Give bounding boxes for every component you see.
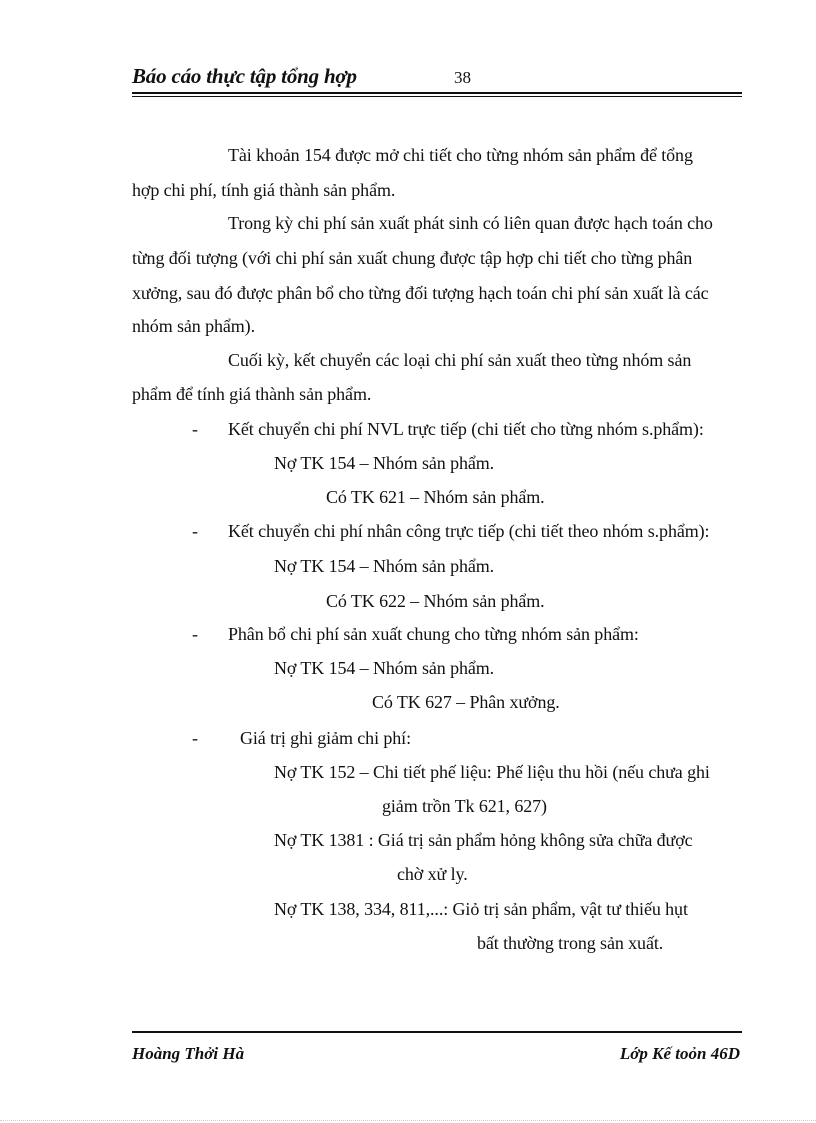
footer-author: Hoàng Thởi Hà — [132, 1044, 245, 1063]
bullet-1-debit: Nợ TK 154 – Nhóm sản phẩm. — [274, 453, 495, 473]
bullet-4-debit-2-line-2: chờ xử ly. — [397, 864, 468, 884]
bullet-marker: - — [192, 624, 198, 644]
bullet-1-credit: Có TK 621 – Nhóm sản phẩm. — [326, 487, 545, 507]
bullet-2-debit: Nợ TK 154 – Nhóm sản phẩm. — [274, 556, 495, 576]
bullet-4-debit-2-line-1: Nợ TK 1381 : Giá trị sản phẩm hỏng không sửa chữa được — [274, 830, 693, 850]
bullet-4-debit-1-line-1: Nợ TK 152 – Chi tiết phế liệu: Phế liệu thu hồi (nếu chưa ghi — [274, 762, 710, 782]
report-title: Báo cáo thực tập tổng hợp — [132, 64, 357, 88]
footer-class: Lớp Kế toỏn 46D — [619, 1044, 740, 1063]
bullet-marker: - — [192, 728, 198, 748]
bullet-2-text: Kết chuyển chi phí nhân công trực tiếp (chi tiết theo nhóm s.phẩm): — [228, 521, 710, 541]
page-bottom-border — [0, 1120, 816, 1121]
bullet-3-debit: Nợ TK 154 – Nhóm sản phẩm. — [274, 658, 495, 678]
bullet-marker: - — [192, 419, 198, 439]
paragraph-1-line-1: Tài khoản 154 được mở chi tiết cho từng nhóm sản phẩm để tổng — [228, 145, 693, 165]
bullet-2-credit: Có TK 622 – Nhóm sản phẩm. — [326, 591, 545, 611]
header-rule-thin — [132, 96, 742, 97]
bullet-4-debit-3-line-2: bất thường trong sản xuất. — [477, 933, 664, 953]
bullet-4-debit-3-line-1: Nợ TK 138, 334, 811,...: Giỏ trị sản phẩm, vật tư thiếu hụt — [274, 899, 688, 919]
paragraph-2-line-4: nhóm sản phẩm). — [132, 316, 255, 336]
bullet-3-credit: Có TK 627 – Phân xưởng. — [372, 692, 560, 712]
bullet-1-text: Kết chuyển chi phí NVL trực tiếp (chi tiết cho từng nhóm s.phẩm): — [228, 419, 704, 439]
header-rule-thick — [132, 92, 742, 94]
bullet-3-text: Phân bổ chi phí sản xuất chung cho từng nhóm sản phẩm: — [228, 624, 639, 644]
paragraph-2-line-1: Trong kỳ chi phí sản xuất phát sinh có liên quan được hạch toán cho — [228, 213, 713, 233]
bullet-4-debit-1-line-2: giảm trồn Tk 621, 627) — [382, 796, 547, 816]
footer-rule — [132, 1031, 742, 1033]
paragraph-1-line-2: hợp chi phí, tính giá thành sản phẩm. — [132, 180, 396, 200]
paragraph-3-line-1: Cuối kỳ, kết chuyển các loại chi phí sản xuất theo từng nhóm sản — [228, 350, 692, 370]
paragraph-3-line-2: phẩm để tính giá thành sản phẩm. — [132, 384, 372, 404]
bullet-marker: - — [192, 521, 198, 541]
bullet-4-text: Giá trị ghi giảm chi phí: — [240, 728, 411, 748]
paragraph-2-line-3: xưởng, sau đó được phân bổ cho từng đối tượng hạch toán chi phí sản xuất là các — [132, 283, 709, 303]
paragraph-2-line-2: từng đối tượng (với chi phí sản xuất chung được tập hợp chi tiết cho từng phân — [132, 248, 693, 268]
page-number: 38 — [454, 68, 471, 87]
page-header — [132, 62, 742, 92]
